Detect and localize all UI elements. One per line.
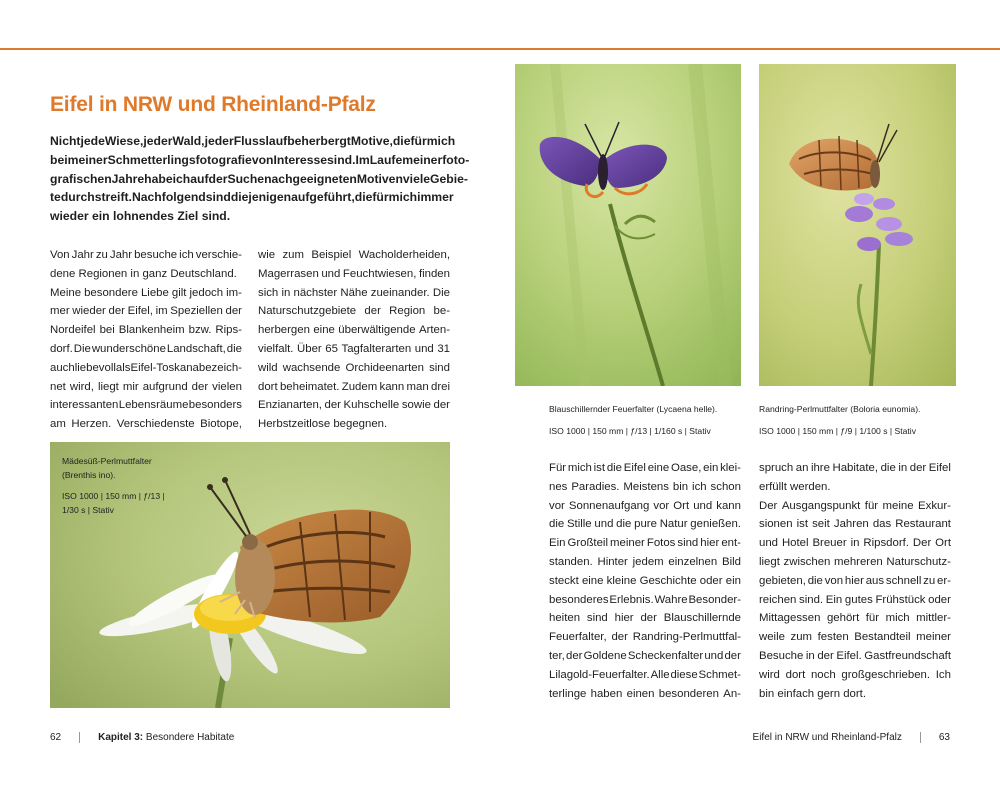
text-line: liegt zwischen mehreren Naturschutz- [759, 555, 951, 568]
footer-right [753, 732, 950, 743]
text-line: nes Paradies. Meistens bin ich schon [549, 480, 741, 493]
text-line: Herbstzeitlose begegnen. [258, 418, 388, 431]
text-line: sionen ist seit Jahren das Restaurant [759, 518, 951, 531]
caption-settings: 1/30 s | Stativ [62, 504, 114, 515]
text-line: Lilagold-Feuerfalter. Alle diese Schmet- [549, 668, 741, 681]
lead-line: grafischen Jahre habe ich auf der Suche nach geeigneten Motiven viele Gebie- [50, 171, 468, 186]
text-line: interessanten Lebensräume besonders [50, 399, 242, 412]
chapter-label: Kapitel 3: [98, 732, 144, 743]
footer-divider [920, 732, 921, 743]
caption-settings: ISO 1000 | 150 mm | ƒ/13 | [62, 491, 165, 501]
text-line: Von Jahr zu Jahr besuche ich verschie- [50, 249, 242, 261]
text-line: vor Sonnenaufgang vor Ort und kann [549, 499, 741, 512]
caption-lycaena-helle [549, 403, 717, 438]
text-line: und Hotel Breuer in Ripsdorf. Der Ort [759, 537, 951, 550]
footer-left [50, 732, 234, 743]
chapter-title: Besondere Habitate [145, 732, 235, 743]
page-number-left: 62 [50, 732, 62, 743]
caption-species: Blauschillernder Feuerfalter (Lycaena helle). [549, 404, 718, 414]
section-running-head: Eifel in NRW und Rheinland-Pfalz [752, 732, 902, 743]
text-line: auch liebevoll als Eifel-Toskana bezeich- [50, 361, 242, 374]
body-column-left-1 [50, 246, 242, 434]
text-line: wie zum Beispiel Wacholderheiden, [258, 249, 450, 261]
text-line: wird dort noch großgeschrieben. Ich [759, 668, 951, 681]
text-line: herbergen eine überwältigende Arten- [258, 324, 450, 337]
text-line: weile zum festen Bestandteil meiner [759, 631, 951, 644]
caption-brenthis-ino [62, 455, 165, 517]
text-line: reichen sind. Ein gutes Frühstück oder [759, 593, 951, 606]
caption-boloria-eunomia [759, 403, 920, 438]
text-line: besonderes Erlebnis. Wahre Besonder- [549, 593, 741, 606]
text-line: ter, der Goldene Scheckenfalter und der [549, 649, 741, 662]
top-rule [0, 48, 1000, 50]
footer-divider [79, 732, 80, 743]
section-title: Eifel in NRW und Rheinland-Pfalz [50, 93, 376, 116]
text-line: dene Regionen in ganz Deutschland. [50, 267, 237, 280]
text-line: Feuerfalter, der Randring-Perlmuttfal- [549, 631, 741, 644]
lead-line: wieder ein lohnendes Ziel sind. [50, 209, 231, 224]
text-line: Besuche in der Eifel. Gastfreundschaft [759, 649, 951, 662]
text-line: heiten sind hier der Blauschillernde [549, 612, 741, 625]
lead-line: Nicht jede Wiese, jeder Wald, jeder Flusslauf beherbergt Motive, die für mich [50, 134, 456, 148]
text-line: sich in nächster Nähe zueinander. Die [258, 286, 450, 299]
lead-line: te durchstreift. Nachfolgend sind diejenigen aufgeführt, die für mich immer [50, 190, 454, 205]
text-line: dort beheimatet. Zudem kann man drei [258, 380, 450, 393]
text-line: Magerrasen und Feuchtwiesen, finden [258, 267, 450, 280]
text-line: bin einfach gern dort. [759, 687, 867, 700]
text-line: spruch an ihre Habitate, die in der Eifel [759, 462, 951, 474]
text-line: die Stille und die pure Natur genießen. [549, 518, 741, 531]
caption-latin: (Brenthis ino). [62, 469, 116, 480]
text-line: terlinge haben einen besonderen An- [549, 687, 741, 700]
text-line: Meine besondere Liebe gilt jedoch im- [50, 286, 242, 299]
caption-species: Mädesüß-Perlmuttfalter [62, 456, 152, 466]
page-number-right: 63 [938, 732, 950, 743]
text-line: vielfalt. Über 65 Tagfalterarten und 31 [258, 342, 450, 355]
body-column-right-1 [549, 459, 741, 703]
text-line: Mittagessen gehört für mich mittler- [759, 612, 951, 625]
body-column-left-2 [258, 246, 450, 434]
text-line: gebieten, die von hier aus schnell zu er- [759, 574, 951, 587]
text-line: Der Ausgangspunkt für meine Exkur- [759, 499, 951, 512]
text-line: Enzianarten, der Kuhschelle sowie der [258, 399, 450, 412]
body-column-right-2 [759, 459, 951, 703]
text-line: Nordeifel bei Blankenheim bzw. Rips- [50, 324, 242, 337]
text-line: Für mich ist die Eifel eine Oase, ein klei- [549, 462, 741, 474]
text-line: Ein Großteil meiner Fotos sind hier ent- [549, 537, 741, 550]
text-line: steckt eine kleine Geschichte oder ein [549, 574, 741, 587]
lead-line: bei meiner Schmetterlingsfotografie von Interesse sind. Im Laufe meiner foto- [50, 152, 470, 167]
text-line: am Herzen. Verschiedenste Biotope, [50, 418, 242, 431]
text-line: standen. Hinter jedem einzelnen Bild [549, 555, 741, 568]
text-line: dorf. Die wunderschöne Landschaft, die [50, 342, 242, 355]
photo-boloria-eunomia [759, 64, 956, 386]
text-line: mer wieder der Eifel, im Speziellen der [50, 305, 242, 318]
caption-species: Randring-Perlmuttfalter (Boloria eunomia). [759, 404, 921, 414]
caption-settings: ISO 1000 | 150 mm | ƒ/13 | 1/160 s | Stativ [549, 425, 711, 436]
text-line: Naturschutzgebiete der Region be- [258, 305, 450, 318]
caption-settings: ISO 1000 | 150 mm | ƒ/9 | 1/100 s | Stativ [759, 425, 917, 436]
photo-lycaena-helle [515, 64, 741, 386]
text-line: net wird, liegt mir aufgrund der vielen [50, 380, 242, 393]
text-line: erfüllt werden. [759, 480, 831, 493]
text-line: wild wachsende Orchideenarten sind [258, 361, 450, 374]
lead-paragraph [50, 132, 470, 226]
